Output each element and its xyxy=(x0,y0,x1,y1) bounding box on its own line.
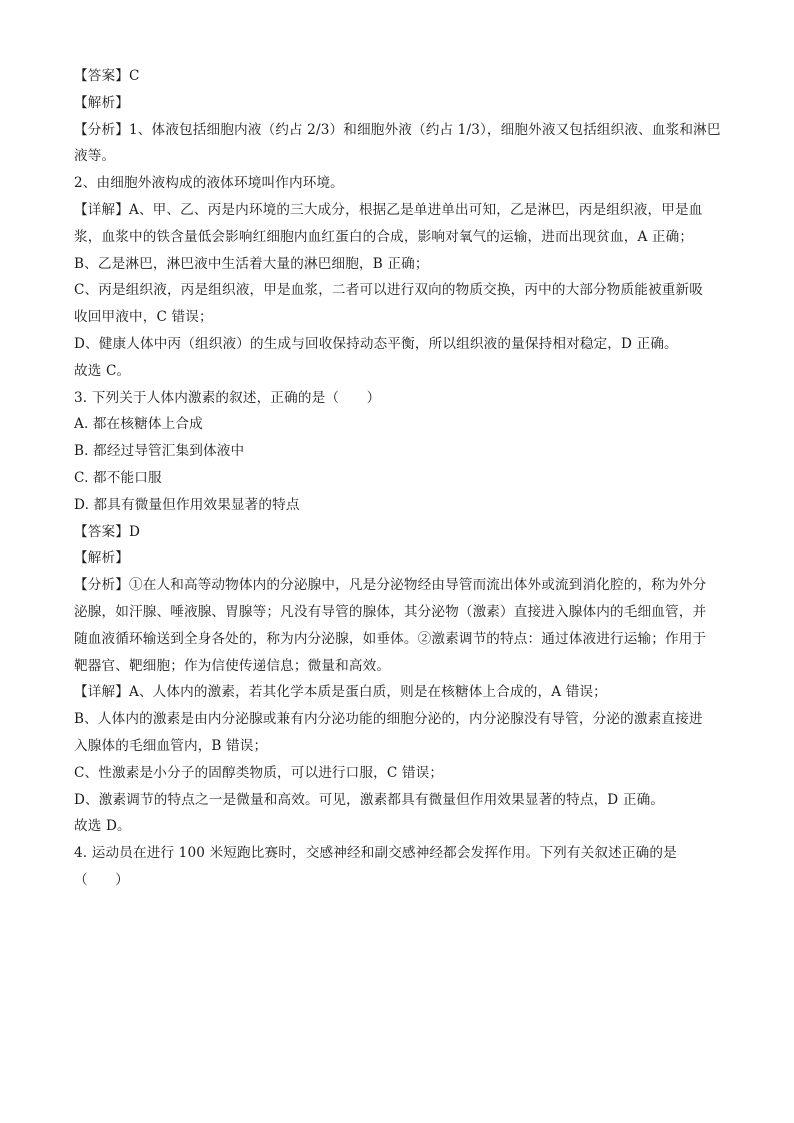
q3-detail-a: 【详解】A、人体内的激素，若其化学本质是蛋白质，则是在核糖体上合成的，A 错误； xyxy=(74,684,607,701)
q3-conclusion: 故选 D。 xyxy=(74,818,131,835)
q3-detail-b-line-2: 入腺体的毛细血管内，B 错误； xyxy=(74,737,268,754)
q2-analysis-label: 【解析】 xyxy=(74,94,129,111)
q2-detail-a-line-1: 【详解】A、甲、乙、丙是内环境的三大成分，根据乙是单进单出可知，乙是淋巴，丙是组织液，甲是血 xyxy=(74,201,703,218)
q3-analysis-line-2: 泌腺，如汗腺、唾液腺、胃腺等；凡没有导管的腺体，其分泌物（激素）直接进入腺体内的毛细血管，并 xyxy=(74,603,707,620)
q3-option-d: D. 都具有微量但作用效果显著的特点 xyxy=(74,496,300,513)
q3-option-b: B. 都经过导管汇集到体液中 xyxy=(74,443,245,460)
q2-conclusion: 故选 C。 xyxy=(74,362,131,379)
q3-analysis-line-1: 【分析】①在人和高等动物体内的分泌腺中，凡是分泌物经由导管而流出体外或流到消化腔的，称为外分 xyxy=(74,577,707,594)
q3-analysis-line-3: 随血液循环输送到全身各处的，称为内分泌腺，如垂体。②激素调节的特点：通过体液进行运输；作用于 xyxy=(74,630,707,647)
q2-detail-d: D、健康人体中丙（组织液）的生成与回收保持动态平衡，所以组织液的量保持相对稳定，D 正确。 xyxy=(74,335,678,352)
q3-detail-d: D、激素调节的特点之一是微量和高效。可见，激素都具有微量但作用效果显著的特点，D 正确。 xyxy=(74,791,665,808)
q2-answer: 【答案】C xyxy=(74,68,140,84)
q3-analysis-label: 【解析】 xyxy=(74,550,129,567)
q3-analysis-line-4: 靶器官、靶细胞；作为信使传递信息；微量和高效。 xyxy=(74,657,391,674)
q3-option-a: A. 都在核糖体上合成 xyxy=(74,416,203,433)
q2-analysis-line-2: 液等。 xyxy=(74,148,116,165)
document-page xyxy=(74,63,734,894)
q4-stem-line-2: （ ） xyxy=(74,871,129,888)
q2-detail-c-line-2: 收回甲液中，C 错误； xyxy=(74,309,213,326)
q4-stem-line-1: 4. 运动员在进行 100 米短跑比赛时，交感神经和副交感神经都会发挥作用。下列有关叙述正确的是 xyxy=(74,845,677,862)
q2-detail-b: B、乙是淋巴，淋巴液中生活着大量的淋巴细胞，B 正确； xyxy=(74,255,429,272)
q3-option-c: C. 都不能口服 xyxy=(74,469,162,486)
q2-analysis-point-2: 2、由细胞外液构成的液体环境叫作内环境。 xyxy=(74,175,344,192)
q3-stem: 3. 下列关于人体内激素的叙述，正确的是（ ） xyxy=(74,389,381,406)
q2-detail-c-line-1: C、丙是组织液，丙是组织液，甲是血浆，二者可以进行双向的物质交换，丙中的大部分物质能被重新吸 xyxy=(74,282,704,299)
q3-answer: 【答案】D xyxy=(74,523,141,540)
q3-detail-c: C、性激素是小分子的固醇类物质，可以进行口服，C 错误； xyxy=(74,764,444,781)
q3-detail-b-line-1: B、人体内的激素是由内分泌腺或兼有内分泌功能的细胞分泌的，内分泌腺没有导管，分泌的激素直接进 xyxy=(74,711,703,728)
q2-detail-a-line-2: 浆，血浆中的铁含量低会影响红细胞内血红蛋白的合成，影响对氧气的运输，进而出现贫血，A 正确； xyxy=(74,228,694,245)
q2-analysis-line-1: 【分析】1、体液包括细胞内液（约占 2/3）和细胞外液（约占 1/3），细胞外液又包括组织液、血浆和淋巴 xyxy=(74,121,721,138)
